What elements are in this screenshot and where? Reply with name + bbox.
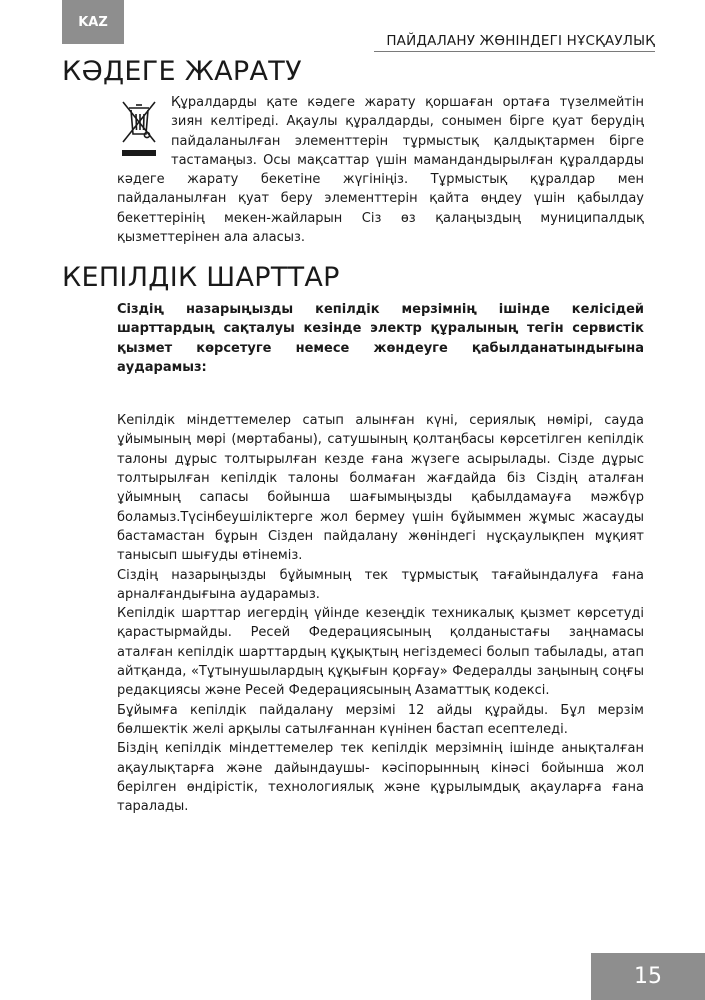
warranty-paragraph: Сіздің назарыңызды бұйымның тек тұрмыстық тағайындалуға ғана арналғандығына аударамыз.	[117, 567, 644, 602]
warranty-title: КЕПІЛДІК ШАРТТАР	[62, 262, 340, 293]
warranty-paragraph: Біздің кепілдік міндеттемелер тек кепілдік мерзімнің ішінде анықталған ақаулықтарға және дайындаушы- кәсіпорынның кінәсі бойынша жол берілген өндірістік, технологиялық және құрылымдық ақауларға ғана таралады.	[117, 741, 644, 815]
page-number: 15	[591, 953, 705, 1000]
warranty-paragraph: Кепілдік шарттар иегердің үйінде кезеңдік техникалық қызмет көрсетуді қарастырмайды. Ресей Федерациясының қолданыстағы заңнамасы аталған кепілдік шарттардың құқықтың негіздемесі болып табылады, атап айтқанда, «Тұтынушылардың құқығын қорғау» Федералды заңының соңғы редакциясы және Ресей Федерациясының Азаматтық кодексі.	[117, 606, 644, 699]
disposal-section	[117, 93, 644, 247]
crossed-out-wheelie-bin-icon	[119, 96, 159, 160]
running-header: ПАЙДАЛАНУ ЖӨНІНДЕГІ НҰСҚАУЛЫҚ	[386, 33, 655, 49]
warranty-intro: Сіздің назарыңызды кепілдік мерзімнің ішінде келісідей шарттардың сақталуы кезінде электр құралының тегін сервистік қызмет көрсетуге немесе жөндеуге қабылданатындығына аударамыз:	[117, 302, 644, 375]
warranty-paragraph: Кепілдік міндеттемелер сатып алынған күні, сериялық нөмірі, сауда ұйымының мөрі (мөртабаны), сатушының қолтаңбасы көрсетілген кепілдік талоны дұрыс толтырылған кезде ғана жүзеге асырылады. Сізде дұрыс толтырылған кепілдік талоны болмаған жағдайда біз Сіздің аталған ұйымның сапасы бойынша шағымыңызды қабылдамауға мәжбүр боламыз.Түсінбеушіліктерге жол бермеу үшін бұйыммен жұмыс жасауды бастамастан бұрын Сізден пайдалану жөніндегі нұсқаулықпен мұқият танысып шығуды өтінеміз.	[117, 413, 644, 564]
language-tab: KAZ	[62, 0, 124, 44]
disposal-title: КӘДЕГЕ ЖАРАТУ	[62, 56, 302, 87]
disposal-text: Құралдарды қате кәдеге жарату қоршаған ортаға түзелмейтін зиян келтіреді. Ақаулы құралдарды, сонымен бірге қуат берудің пайдаланылған элементтерін тұрмыстық қалдықтармен бірге тастамаңыз. Осы мақсаттар үшін мамандандырылған құралдарды кәдеге жарату бекетіне жүгініңіз. Тұрмыстық құралдар мен пайдаланылған қуат беру элементтерін қайта өңдеу үшін қабылдау бекеттерінің мекен-жайларын Сіз өз қалаңыздың муниципалдық қызметтерінен ала аласыз.	[117, 95, 644, 246]
warranty-paragraph: Бұйымға кепілдік пайдалану мерзімі 12 айды құрайды. Бұл мерзім бөлшектік желі арқылы сатылғаннан күнінен бастап есептеледі.	[117, 702, 644, 737]
header-rule	[374, 51, 655, 52]
warranty-section	[117, 300, 644, 816]
